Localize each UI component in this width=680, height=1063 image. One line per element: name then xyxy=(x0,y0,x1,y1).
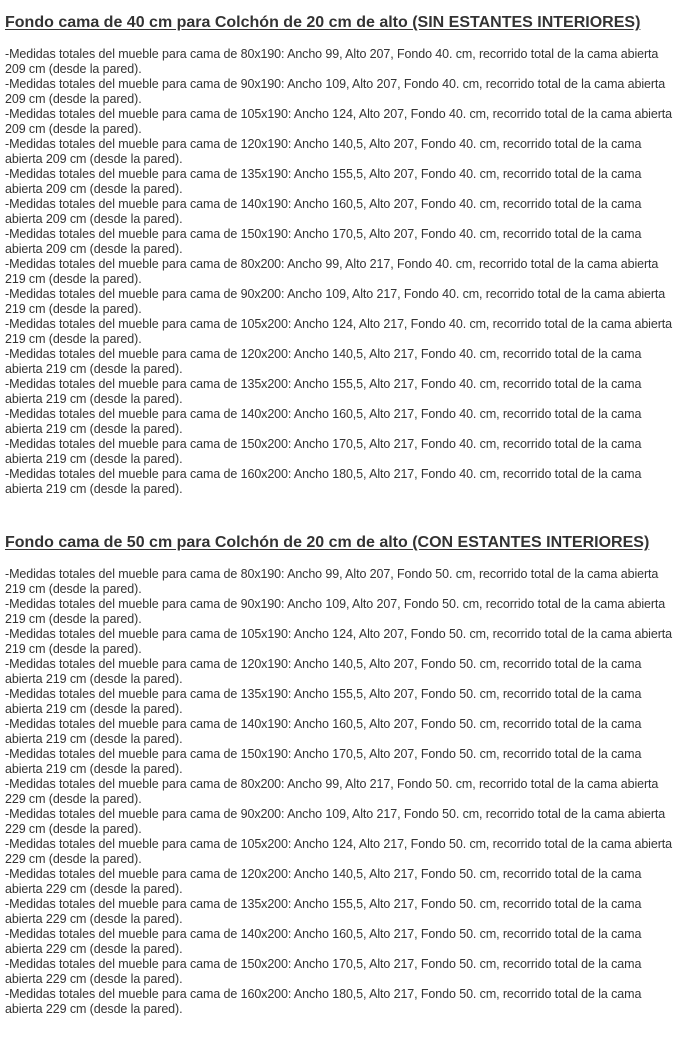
section-depth-50 xyxy=(5,533,680,1017)
section-title: Fondo cama de 50 cm para Colchón de 20 cm de alto (CON ESTANTES INTERIORES) xyxy=(5,534,650,551)
list-item: -Medidas totales del mueble para cama de 80x190: Ancho 99, Alto 207, Fondo 40. cm, recorrido total de la cama abierta 209 cm (desde la pared). xyxy=(5,47,659,76)
list-item: -Medidas totales del mueble para cama de 150x190: Ancho 170,5, Alto 207, Fondo 40. cm, recorrido total de la cama abierta 209 cm (desde la pared). xyxy=(5,227,642,256)
list-item: -Medidas totales del mueble para cama de 150x200: Ancho 170,5, Alto 217, Fondo 40. cm, recorrido total de la cama abierta 219 cm (desde la pared). xyxy=(5,437,642,466)
list-item: -Medidas totales del mueble para cama de 150x190: Ancho 170,5, Alto 207, Fondo 50. cm, recorrido total de la cama abierta 219 cm (desde la pared). xyxy=(5,747,642,776)
list-item: -Medidas totales del mueble para cama de 105x200: Ancho 124, Alto 217, Fondo 40. cm, recorrido total de la cama abierta 219 cm (desde la pared). xyxy=(5,317,672,346)
list-item: -Medidas totales del mueble para cama de 105x200: Ancho 124, Alto 217, Fondo 50. cm, recorrido total de la cama abierta 229 cm (desde la pared). xyxy=(5,837,672,866)
list-item: -Medidas totales del mueble para cama de 120x200: Ancho 140,5, Alto 217, Fondo 40. cm, recorrido total de la cama abierta 219 cm (desde la pared). xyxy=(5,347,642,376)
list-item: -Medidas totales del mueble para cama de 80x200: Ancho 99, Alto 217, Fondo 50. cm, recorrido total de la cama abierta 229 cm (desde la pared). xyxy=(5,777,659,806)
section-depth-40 xyxy=(5,13,680,497)
list-item: -Medidas totales del mueble para cama de 140x190: Ancho 160,5, Alto 207, Fondo 40. cm, recorrido total de la cama abierta 209 cm (desde la pared). xyxy=(5,197,642,226)
list-item: -Medidas totales del mueble para cama de 140x190: Ancho 160,5, Alto 207, Fondo 50. cm, recorrido total de la cama abierta 219 cm (desde la pared). xyxy=(5,717,642,746)
list-item: -Medidas totales del mueble para cama de 140x200: Ancho 160,5, Alto 217, Fondo 40. cm, recorrido total de la cama abierta 219 cm (desde la pared). xyxy=(5,407,642,436)
list-item: -Medidas totales del mueble para cama de 135x200: Ancho 155,5, Alto 217, Fondo 40. cm, recorrido total de la cama abierta 219 cm (desde la pared). xyxy=(5,377,642,406)
list-item: -Medidas totales del mueble para cama de 160x200: Ancho 180,5, Alto 217, Fondo 40. cm, recorrido total de la cama abierta 219 cm (desde la pared). xyxy=(5,467,642,496)
list-item: -Medidas totales del mueble para cama de 135x190: Ancho 155,5, Alto 207, Fondo 50. cm, recorrido total de la cama abierta 219 cm (desde la pared). xyxy=(5,687,642,716)
section-title: Fondo cama de 40 cm para Colchón de 20 cm de alto (SIN ESTANTES INTERIORES) xyxy=(5,14,641,31)
list-item: -Medidas totales del mueble para cama de 120x190: Ancho 140,5, Alto 207, Fondo 50. cm, recorrido total de la cama abierta 219 cm (desde la pared). xyxy=(5,657,642,686)
list-item: -Medidas totales del mueble para cama de 90x200: Ancho 109, Alto 217, Fondo 50. cm, recorrido total de la cama abierta 229 cm (desde la pared). xyxy=(5,807,666,836)
list-item: -Medidas totales del mueble para cama de 90x190: Ancho 109, Alto 207, Fondo 50. cm, recorrido total de la cama abierta 219 cm (desde la pared). xyxy=(5,597,666,626)
list-item: -Medidas totales del mueble para cama de 120x190: Ancho 140,5, Alto 207, Fondo 40. cm, recorrido total de la cama abierta 209 cm (desde la pared). xyxy=(5,137,642,166)
list-item: -Medidas totales del mueble para cama de 135x200: Ancho 155,5, Alto 217, Fondo 50. cm, recorrido total de la cama abierta 229 cm (desde la pared). xyxy=(5,897,642,926)
list-item: -Medidas totales del mueble para cama de 90x200: Ancho 109, Alto 217, Fondo 40. cm, recorrido total de la cama abierta 219 cm (desde la pared). xyxy=(5,287,666,316)
list-item: -Medidas totales del mueble para cama de 120x200: Ancho 140,5, Alto 217, Fondo 50. cm, recorrido total de la cama abierta 229 cm (desde la pared). xyxy=(5,867,642,896)
list-item: -Medidas totales del mueble para cama de 105x190: Ancho 124, Alto 207, Fondo 40. cm, recorrido total de la cama abierta 209 cm (desde la pared). xyxy=(5,107,672,136)
dimensions-list xyxy=(5,47,677,497)
dimensions-list xyxy=(5,567,677,1017)
list-item: -Medidas totales del mueble para cama de 150x200: Ancho 170,5, Alto 217, Fondo 50. cm, recorrido total de la cama abierta 229 cm (desde la pared). xyxy=(5,957,642,986)
list-item: -Medidas totales del mueble para cama de 90x190: Ancho 109, Alto 207, Fondo 40. cm, recorrido total de la cama abierta 209 cm (desde la pared). xyxy=(5,77,666,106)
list-item: -Medidas totales del mueble para cama de 135x190: Ancho 155,5, Alto 207, Fondo 40. cm, recorrido total de la cama abierta 209 cm (desde la pared). xyxy=(5,167,642,196)
list-item: -Medidas totales del mueble para cama de 140x200: Ancho 160,5, Alto 217, Fondo 50. cm, recorrido total de la cama abierta 229 cm (desde la pared). xyxy=(5,927,642,956)
list-item: -Medidas totales del mueble para cama de 80x200: Ancho 99, Alto 217, Fondo 40. cm, recorrido total de la cama abierta 219 cm (desde la pared). xyxy=(5,257,659,286)
list-item: -Medidas totales del mueble para cama de 80x190: Ancho 99, Alto 207, Fondo 50. cm, recorrido total de la cama abierta 219 cm (desde la pared). xyxy=(5,567,659,596)
list-item: -Medidas totales del mueble para cama de 160x200: Ancho 180,5, Alto 217, Fondo 50. cm, recorrido total de la cama abierta 229 cm (desde la pared). xyxy=(5,987,642,1016)
list-item: -Medidas totales del mueble para cama de 105x190: Ancho 124, Alto 207, Fondo 50. cm, recorrido total de la cama abierta 219 cm (desde la pared). xyxy=(5,627,672,656)
